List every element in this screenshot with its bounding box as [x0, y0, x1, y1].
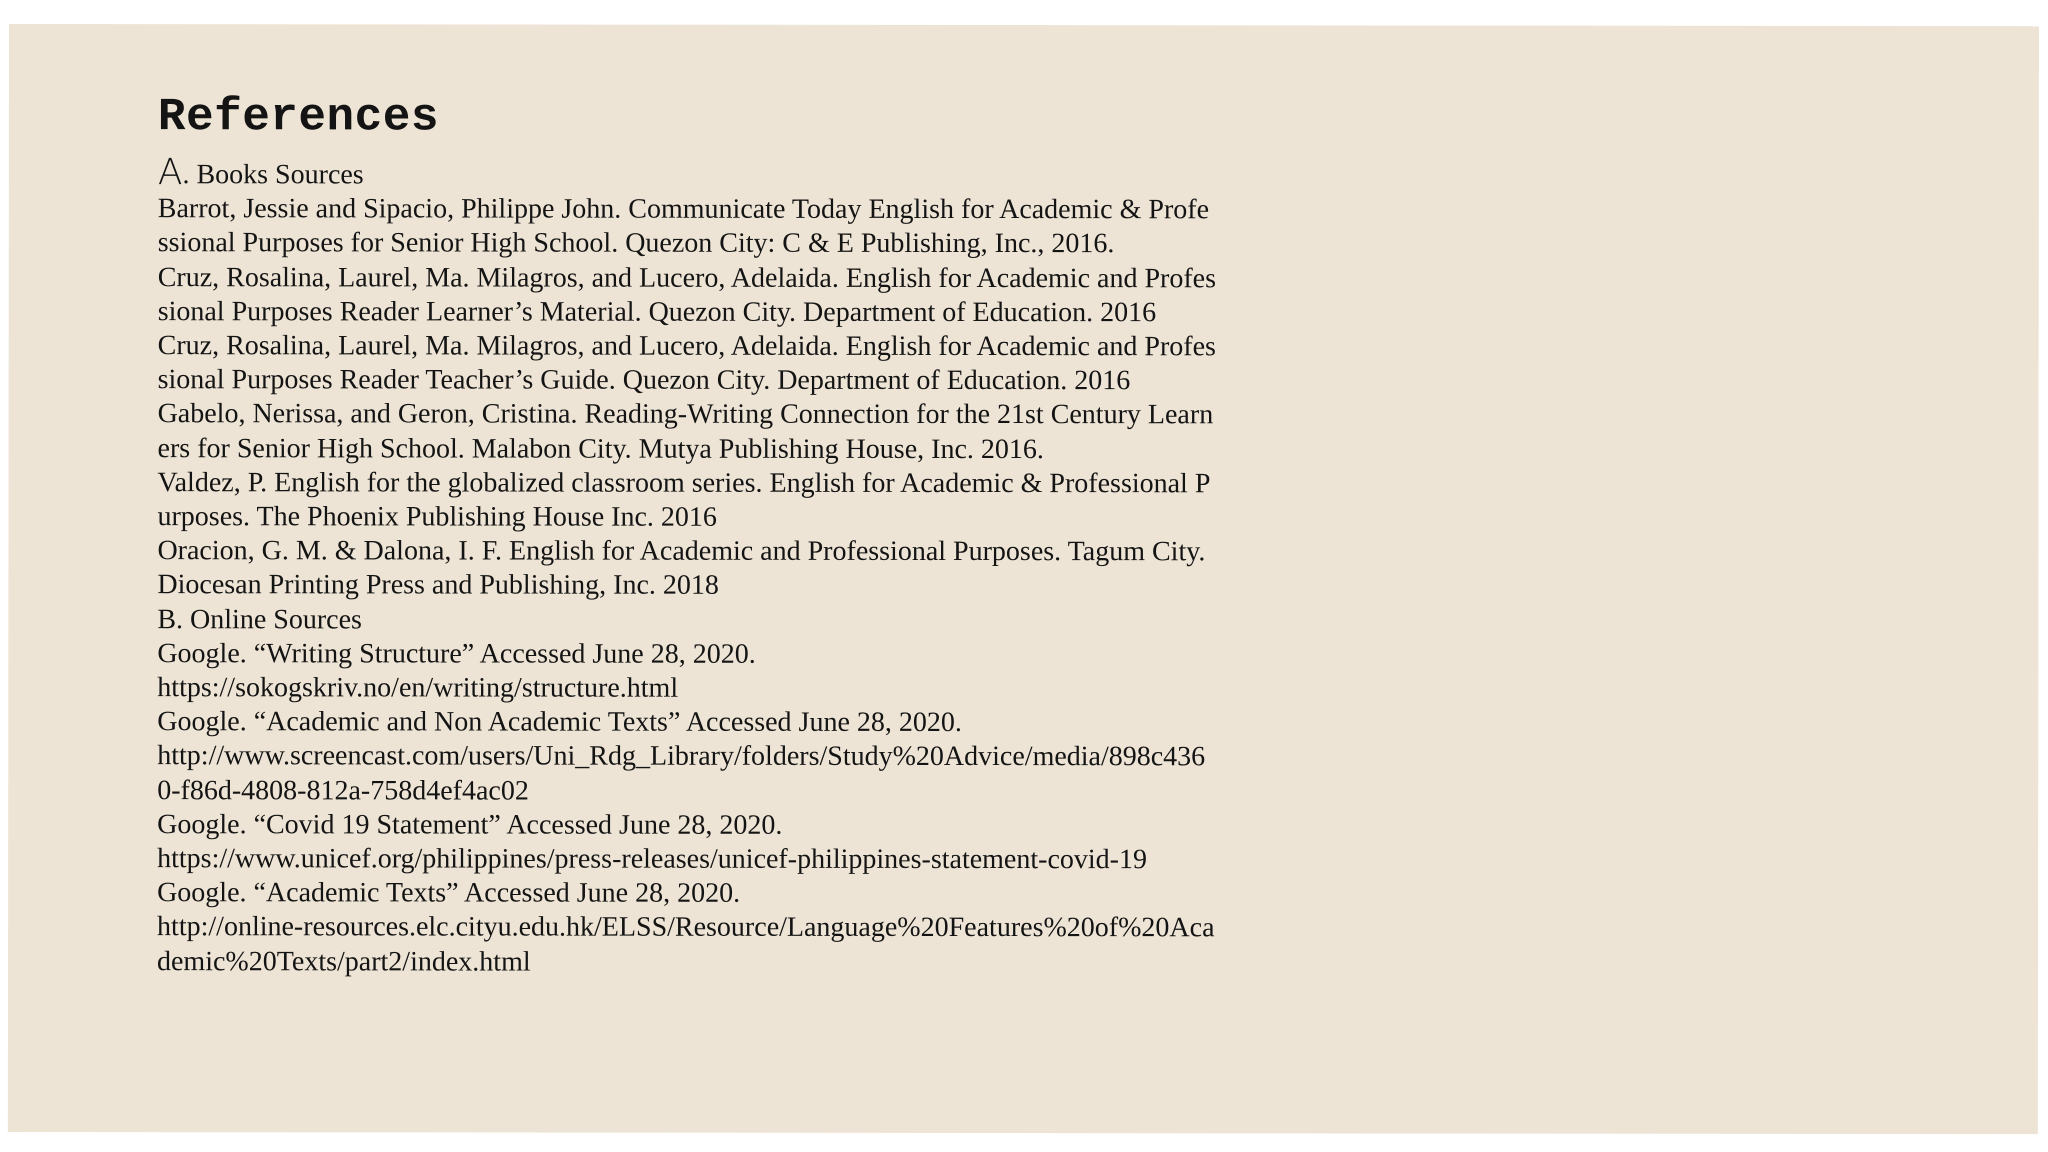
online-reference — [157, 808, 1217, 878]
book-reference: Barrot, Jessie and Sipacio, Philippe John. Communicate Today English for Academic & Professional Purposes for Senior High School. Quezon City: C & E Publishing, Inc., 2016. — [157, 193, 1210, 260]
online-url: https://www.unicef.org/philippines/press-releases/unicef-philippines-statement-covid-19 — [157, 843, 1148, 876]
online-url: http://online-resources.elc.cityu.edu.hk/ELSS/Resource/Language%20Features%20of%20Academic%20Texts/part2/index.html — [157, 911, 1215, 978]
online-url: https://sokogskriv.no/en/writing/structure.html — [157, 672, 679, 704]
online-citation: Google. “Covid 19 Statement” Accessed June 28, 2020. — [157, 809, 783, 841]
book-reference: Cruz, Rosalina, Laurel, Ma. Milagros, and Lucero, Adelaida. English for Academic and Professional Purposes Reader Teacher’s Guide. Quezon City. Department of Education. 2016 — [157, 330, 1216, 397]
section-a-text: . Books Sources — [182, 159, 364, 191]
online-url: http://www.screencast.com/users/Uni_Rdg_Library/folders/Study%20Advice/media/898c4360-f86d-4808-812a-758d4ef4ac02 — [157, 740, 1206, 807]
online-citation: Google. “Writing Structure” Accessed June 28, 2020. — [157, 637, 756, 670]
references-content — [157, 92, 1218, 980]
section-a-label — [157, 152, 1218, 194]
online-citation: Google. “Academic and Non Academic Texts” Accessed June 28, 2020. — [157, 706, 962, 739]
page-title: References — [157, 91, 439, 144]
document-page — [8, 24, 2039, 1134]
book-reference: Valdez, P. English for the globalized classroom series. English for Academic & Professional Purposes. The Phoenix Publishing House Inc. 2016 — [157, 466, 1211, 533]
online-reference — [157, 705, 1217, 809]
online-citation: Google. “Academic Texts” Accessed June 28, 2020. — [157, 877, 741, 910]
section-b-label: B. Online Sources — [157, 603, 362, 636]
book-reference: Gabelo, Nerissa, and Geron, Cristina. Reading-Writing Connection for the 21st Century Learners for Senior High School. Malabon City. Mutya Publishing House, Inc. 2016. — [157, 398, 1214, 465]
book-reference: Cruz, Rosalina, Laurel, Ma. Milagros, and Lucero, Adelaida. English for Academic and Professional Purposes Reader Learner’s Material. Quezon City. Department of Education. 2016 — [157, 261, 1217, 329]
book-reference: Oracion, G. M. & Dalona, I. F. English for Academic and Professional Purposes. Tagum City. Diocesan Printing Press and Publishing, Inc. 2018 — [157, 535, 1206, 602]
section-a-letter: A — [157, 152, 183, 194]
online-reference — [157, 637, 1217, 707]
online-reference — [157, 876, 1217, 980]
